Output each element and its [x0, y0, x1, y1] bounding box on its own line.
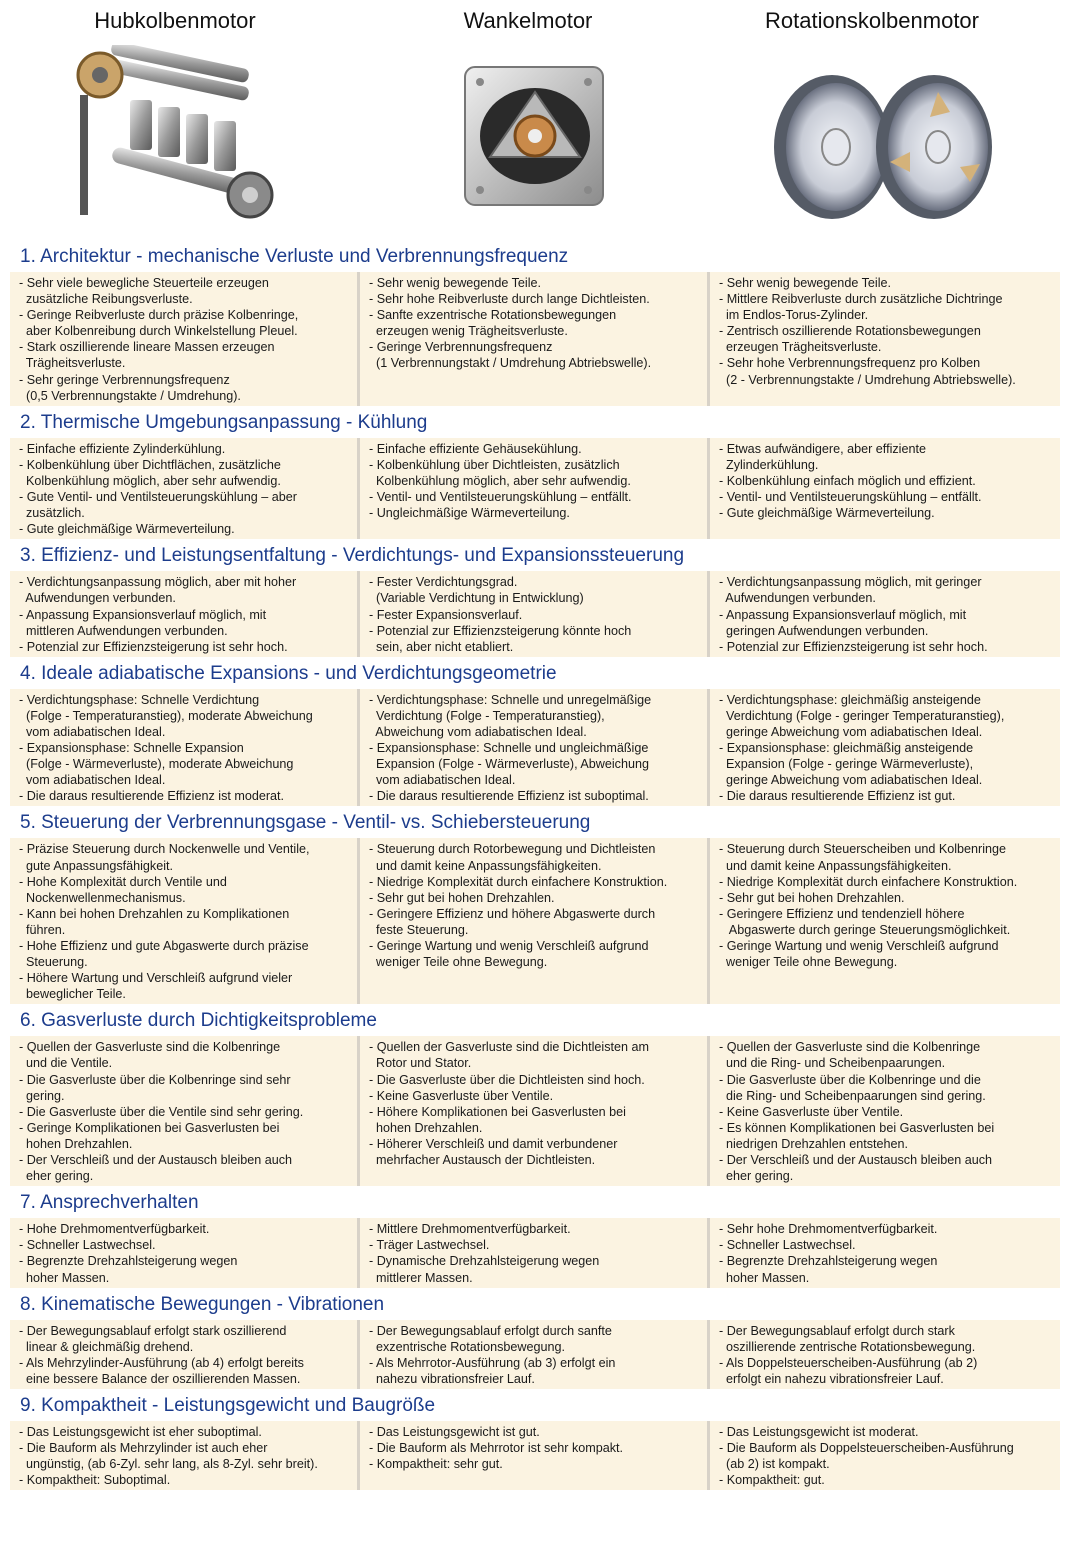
text-line: - Geringe Wartung und wenig Verschleiß aufgrund — [369, 939, 649, 953]
text-line: - Mittlere Drehmomentverfügbarkeit. — [369, 1222, 571, 1237]
text-line: - Expansionsphase: Schnelle Expansion — [19, 741, 244, 756]
text-line: erzeugen wenig Trägheitsverluste. — [369, 324, 568, 339]
text-line: Nockenwellenmechanismus. — [19, 890, 186, 905]
hubkolbenmotor-cell — [10, 1421, 360, 1490]
text-line: - Keine Gasverluste über Ventile. — [719, 1104, 904, 1119]
text-line: - Gute gleichmäßige Wärmeverteilung. — [719, 506, 935, 521]
wankelmotor-cell — [360, 438, 710, 540]
text-line: - Potenzial zur Effizienzsteigerung könnte hoch — [369, 623, 632, 638]
text-line: - Begrenzte Drehzahlsteigerung wegen — [19, 1254, 238, 1269]
text-line: im Endlos-Torus-Zylinder. — [719, 308, 869, 323]
text-line: - Die Bauform als Doppelsteuerscheiben-Ausführung — [719, 1441, 1014, 1456]
text-line: weniger Teile ohne Bewegung. — [369, 955, 548, 970]
text-line: - Der Bewegungsablauf erfolgt durch stark — [719, 1323, 955, 1338]
text-line: Kolbenkühlung möglich, aber sehr aufwendig. — [369, 473, 631, 488]
text-line: - Verdichtungsanpassung möglich, aber mit hoher — [19, 575, 297, 590]
wankel-engine-image — [460, 62, 610, 212]
text-line: weniger Teile ohne Bewegung. — [719, 955, 898, 970]
text-line: - Der Bewegungsablauf erfolgt durch sanfte — [369, 1323, 612, 1338]
rotationskolbenmotor-cell — [710, 838, 1060, 1004]
rotationskolbenmotor-cell — [710, 438, 1060, 540]
text-line: - Hohe Drehmomentverfügbarkeit. — [19, 1222, 210, 1237]
text-line: eine bessere Balance der oszillierenden Massen. — [19, 1371, 301, 1386]
text-line: - Das Leistungsgewicht ist gut. — [369, 1424, 540, 1439]
text-line: - Die daraus resultierende Effizienz ist gut. — [719, 789, 956, 804]
text-line: - Einfache effiziente Gehäusekühlung. — [369, 441, 582, 456]
text-line: Verdichtung (Folge - Temperaturanstieg), — [369, 708, 605, 723]
text-line: Aufwendungen verbunden. — [19, 591, 176, 606]
wankelmotor-cell — [360, 1320, 710, 1389]
text-line: (Folge - Temperaturanstieg), moderate Abweichung — [19, 708, 313, 723]
section-row — [10, 838, 1060, 1004]
text-line: geringe Abweichung vom adiabatischen Ideal. — [719, 724, 983, 739]
wankelmotor-cell — [360, 571, 710, 656]
text-line: - Die daraus resultierende Effizienz ist moderat. — [19, 789, 285, 804]
text-line: - Sanfte exzentrische Rotationsbewegungen — [369, 308, 617, 323]
text-line: und damit keine Anpassungsfähigkeiten. — [719, 858, 952, 873]
wankelmotor-cell — [360, 838, 710, 1004]
text-line: - Sehr wenig bewegende Teile. — [369, 276, 541, 290]
text-line: mittlerer Massen. — [369, 1270, 473, 1285]
text-line: - Der Bewegungsablauf erfolgt stark oszillierend — [19, 1323, 287, 1338]
section-title: 9. Kompaktheit - Leistungsgewicht und Baugröße — [20, 1394, 436, 1416]
wankelmotor-cell — [360, 272, 710, 406]
text-line: erzeugen Trägheitsverluste. — [719, 340, 882, 355]
text-line: - Quellen der Gasverluste sind die Dichtleisten am — [369, 1040, 649, 1055]
text-line: hoher Massen. — [19, 1270, 110, 1285]
header-wankelmotor: Wankelmotor — [463, 8, 593, 33]
text-line: - Der Verschleiß und der Austausch bleiben auch — [19, 1153, 293, 1168]
text-line: gering. — [19, 1088, 65, 1103]
text-line: - Dynamische Drehzahlsteigerung wegen — [369, 1254, 600, 1269]
hubkolbenmotor-cell — [10, 1036, 360, 1186]
text-line: - Höhere Wartung und Verschleiß aufgrund vieler — [19, 971, 293, 986]
rotationskolbenmotor-cell — [710, 1218, 1060, 1287]
text-line: - Niedrige Komplexität durch einfachere Konstruktion. — [369, 874, 668, 889]
text-line: - Geringe Verbrennungsfrequenz — [369, 340, 553, 355]
text-line: nahezu vibrationsfreier Lauf. — [369, 1371, 535, 1386]
text-line: - Ventil- und Ventilsteuerungskühlung – entfällt. — [719, 490, 982, 505]
text-line: - Sehr gut bei hohen Drehzahlen. — [369, 890, 555, 905]
text-line: - Keine Gasverluste über Ventile. — [369, 1088, 554, 1103]
text-line: - Verdichtungsphase: Schnelle Verdichtung — [19, 692, 260, 707]
text-line: und damit keine Anpassungsfähigkeiten. — [369, 858, 602, 873]
text-line: - Niedrige Komplexität durch einfachere Konstruktion. — [719, 874, 1018, 889]
text-line: - Steuerung durch Rotorbewegung und Dichtleisten — [369, 842, 656, 857]
rotary-piston-engine-image — [770, 72, 1000, 222]
section-title: 1. Architektur - mechanische Verluste und Verbrennungsfrequenz — [20, 246, 569, 267]
text-line: - Träger Lastwechsel. — [369, 1238, 490, 1253]
hubkolbenmotor-cell — [10, 272, 360, 406]
text-line: - Expansionsphase: Schnelle und ungleichmäßige — [369, 741, 649, 756]
wankelmotor-cell — [360, 1421, 710, 1490]
comparison-sections — [10, 240, 1060, 1490]
section-row — [10, 1036, 1060, 1186]
section-row — [10, 1421, 1060, 1490]
text-line: - Kompaktheit: sehr gut. — [369, 1457, 503, 1472]
text-line: - Sehr viele bewegliche Steuerteile erzeugen — [19, 276, 269, 290]
text-line: - Höhere Komplikationen bei Gasverlusten bei — [369, 1104, 626, 1119]
text-line: - Sehr wenig bewegende Teile. — [719, 276, 891, 290]
hubkolbenmotor-cell — [10, 838, 360, 1004]
text-line: linear & gleichmäßig drehend. — [19, 1339, 194, 1354]
hubkolbenmotor-cell — [10, 1218, 360, 1287]
text-line: - Kolbenkühlung einfach möglich und effizient. — [719, 473, 976, 488]
text-line: und die Ring- und Scheibenpaarungen. — [719, 1056, 946, 1071]
text-line: aber Kolbenreibung durch Winkelstellung Pleuel. — [19, 324, 298, 339]
text-line: - Einfache effiziente Zylinderkühlung. — [19, 441, 226, 456]
text-line: - Kompaktheit: Suboptimal. — [19, 1473, 171, 1488]
text-line: hoher Massen. — [719, 1270, 810, 1285]
text-line: - Schneller Lastwechsel. — [19, 1238, 156, 1253]
text-line: zusätzlich. — [19, 506, 85, 521]
text-line: geringen Aufwendungen verbunden. — [719, 623, 929, 638]
text-line: - Die Gasverluste über die Kolbenringe sind sehr — [19, 1072, 291, 1087]
text-line: erfolgt ein nahezu vibrationsfreier Lauf. — [719, 1371, 944, 1386]
text-line: - Geringe Reibverluste durch präzise Kolbenringe, — [19, 308, 299, 323]
section-title: 7. Ansprechverhalten — [20, 1192, 199, 1214]
text-line: - Hohe Komplexität durch Ventile und — [19, 874, 227, 889]
text-line: Steuerung. — [19, 955, 88, 970]
text-line: hohen Drehzahlen. — [369, 1120, 483, 1135]
text-line: vom adiabatischen Ideal. — [369, 773, 516, 788]
section-row — [10, 438, 1060, 540]
section-title: 6. Gasverluste durch Dichtigkeitsprobleme — [20, 1010, 377, 1032]
text-line: - Fester Verdichtungsgrad. — [369, 575, 518, 590]
text-line: - Anpassung Expansionsverlauf möglich, mit — [19, 607, 267, 622]
section-row — [10, 1218, 1060, 1287]
text-line: - Höherer Verschleiß und damit verbundener — [369, 1136, 618, 1151]
wankelmotor-cell — [360, 1036, 710, 1186]
text-line: - Es können Komplikationen bei Gasverlusten bei — [719, 1120, 995, 1135]
text-line: Aufwendungen verbunden. — [719, 591, 876, 606]
text-line: (0,5 Verbrennungstakte / Umdrehung). — [19, 388, 241, 403]
text-line: vom adiabatischen Ideal. — [19, 724, 166, 739]
text-line: - Quellen der Gasverluste sind die Kolbenringe — [719, 1040, 981, 1055]
text-line: - Die Gasverluste über die Ventile sind sehr gering. — [19, 1104, 304, 1119]
text-line: (Variable Verdichtung in Entwicklung) — [369, 591, 584, 606]
rotationskolbenmotor-cell — [710, 272, 1060, 406]
text-line: und die Ventile. — [19, 1056, 113, 1071]
text-line: - Sehr geringe Verbrennungsfrequenz — [19, 372, 230, 387]
text-line: - Anpassung Expansionsverlauf möglich, mit — [719, 607, 967, 622]
text-line: Abweichung vom adiabatischen Ideal. — [369, 724, 587, 739]
text-line: - Präzise Steuerung durch Nockenwelle und Ventile, — [19, 842, 310, 857]
section-title: 5. Steuerung der Verbrennungsgase - Ventil- vs. Schiebersteuerung — [20, 812, 591, 834]
text-line: Kolbenkühlung möglich, aber sehr aufwendig. — [19, 473, 281, 488]
text-line: - Der Verschleiß und der Austausch bleiben auch — [719, 1153, 993, 1168]
text-line: - Geringe Wartung und wenig Verschleiß aufgrund — [719, 939, 999, 953]
piston-engine-image — [70, 45, 280, 235]
hubkolbenmotor-cell — [10, 1320, 360, 1389]
text-line: Verdichtung (Folge - geringer Temperaturanstieg), — [719, 708, 1005, 723]
header-hubkolbenmotor: Hubkolbenmotor — [94, 8, 256, 33]
text-line: - Ungleichmäßige Wärmeverteilung. — [369, 506, 570, 521]
text-line: - Potenzial zur Effizienzsteigerung ist sehr hoch. — [719, 639, 988, 654]
text-line: - Sehr hohe Drehmomentverfügbarkeit. — [719, 1222, 938, 1237]
hubkolbenmotor-cell — [10, 571, 360, 656]
text-line: - Als Doppelsteuerscheiben-Ausführung (ab 2) — [719, 1355, 978, 1370]
header-rotationskolbenmotor: Rotationskolbenmotor — [764, 8, 979, 33]
text-line: vom adiabatischen Ideal. — [19, 773, 166, 788]
text-line: Abgaswerte durch geringe Steuerungsmöglichkeit. — [719, 922, 1011, 937]
section-row — [10, 272, 1060, 406]
text-line: - Das Leistungsgewicht ist eher suboptimal. — [19, 1424, 262, 1439]
text-line: eher gering. — [719, 1169, 794, 1184]
text-line: Expansion (Folge - Wärmeverluste), Abweichung — [369, 757, 649, 772]
text-line: die Ring- und Scheibenpaarungen sind gering. — [719, 1088, 986, 1103]
text-line: - Sehr hohe Verbrennungsfrequenz pro Kolben — [719, 356, 981, 371]
rotationskolbenmotor-cell — [710, 689, 1060, 807]
text-line: - Geringe Komplikationen bei Gasverlusten bei — [19, 1120, 280, 1135]
text-line: - Das Leistungsgewicht ist moderat. — [719, 1424, 919, 1439]
text-line: zusätzliche Reibungsverluste. — [19, 292, 193, 307]
text-line: - Geringere Effizienz und tendenziell höhere — [719, 906, 965, 921]
text-line: - Verdichtungsphase: Schnelle und unregelmäßige — [369, 692, 652, 707]
text-line: eher gering. — [19, 1169, 94, 1184]
text-line: Trägheitsverluste. — [19, 356, 126, 371]
text-line: - Etwas aufwändigere, aber effiziente — [719, 441, 926, 456]
section-title: 3. Effizienz- und Leistungsentfaltung - Verdichtungs- und Expansionssteuerung — [20, 545, 685, 567]
text-line: exzentrische Rotationsbewegung. — [369, 1339, 566, 1354]
text-line: - Die Gasverluste über die Kolbenringe und die — [719, 1072, 981, 1087]
text-line: - Hohe Effizienz und gute Abgaswerte durch präzise — [19, 939, 309, 953]
text-line: mehrfacher Austausch der Dichtleisten. — [369, 1153, 596, 1168]
text-line: - Kolbenkühlung über Dichtflächen, zusätzliche — [19, 457, 281, 472]
rotationskolbenmotor-cell — [710, 1320, 1060, 1389]
text-line: - Quellen der Gasverluste sind die Kolbenringe — [19, 1040, 281, 1055]
text-line: - Sehr hohe Reibverluste durch lange Dichtleisten. — [369, 292, 650, 307]
text-line: - Gute gleichmäßige Wärmeverteilung. — [19, 522, 235, 537]
section-row — [10, 571, 1060, 656]
hubkolbenmotor-cell — [10, 689, 360, 807]
text-line: - Kompaktheit: gut. — [719, 1473, 825, 1488]
text-line: ungünstig, (ab 6-Zyl. sehr lang, als 8-Zyl. sehr breit). — [19, 1457, 318, 1472]
text-line: führen. — [19, 922, 66, 937]
text-line: beweglicher Teile. — [19, 987, 126, 1002]
text-line: gute Anpassungsfähigkeit. — [19, 858, 174, 873]
text-line: Zylinderkühlung. — [719, 457, 819, 472]
text-line: - Expansionsphase: gleichmäßig ansteigende — [719, 741, 974, 756]
text-line: sein, aber nicht etabliert. — [369, 639, 514, 654]
section-row — [10, 1320, 1060, 1389]
text-line: (ab 2) ist kompakt. — [719, 1457, 830, 1472]
text-line: - Begrenzte Drehzahlsteigerung wegen — [719, 1254, 938, 1269]
text-line: - Die Bauform als Mehrzylinder ist auch eher — [19, 1441, 268, 1456]
text-line: - Gute Ventil- und Ventilsteuerungskühlung – aber — [19, 490, 297, 505]
text-line: - Ventil- und Ventilsteuerungskühlung – entfällt. — [369, 490, 632, 505]
text-line: Expansion (Folge - geringe Wärmeverluste), — [719, 757, 974, 772]
wankelmotor-cell — [360, 1218, 710, 1287]
text-line: mittleren Aufwendungen verbunden. — [19, 623, 228, 638]
text-line: feste Steuerung. — [369, 922, 469, 937]
wankelmotor-cell — [360, 689, 710, 807]
text-line: - Als Mehrzylinder-Ausführung (ab 4) erfolgt bereits — [19, 1355, 304, 1370]
text-line: - Sehr gut bei hohen Drehzahlen. — [719, 890, 905, 905]
section-title: 8. Kinematische Bewegungen - Vibrationen — [20, 1293, 385, 1315]
text-line: (2 - Verbrennungstakte / Umdrehung Abtriebswelle). — [719, 372, 1016, 387]
text-line: - Die daraus resultierende Effizienz ist suboptimal. — [369, 789, 649, 804]
text-line: - Verdichtungsphase: gleichmäßig ansteigende — [719, 692, 981, 707]
text-line: (Folge - Wärmeverluste), moderate Abweichung — [19, 757, 294, 772]
text-line: Rotor und Stator. — [369, 1056, 472, 1071]
text-line: - Schneller Lastwechsel. — [719, 1238, 856, 1253]
text-line: - Zentrisch oszillierende Rotationsbewegungen — [719, 324, 981, 339]
text-line: (1 Verbrennungstakt / Umdrehung Abtriebswelle). — [369, 356, 652, 371]
text-line: - Steuerung durch Steuerscheiben und Kolbenringe — [719, 842, 1007, 857]
rotationskolbenmotor-cell — [710, 1036, 1060, 1186]
text-line: - Die Bauform als Mehrrotor ist sehr kompakt. — [369, 1441, 624, 1456]
rotationskolbenmotor-cell — [710, 1421, 1060, 1490]
section-title: 2. Thermische Umgebungsanpassung - Kühlung — [20, 411, 428, 433]
text-line: oszillierende zentrische Rotationsbewegung. — [719, 1339, 976, 1354]
text-line: - Verdichtungsanpassung möglich, mit geringer — [719, 575, 982, 590]
text-line: - Fester Expansionsverlauf. — [369, 607, 523, 622]
text-line: hohen Drehzahlen. — [19, 1136, 133, 1151]
text-line: - Die Gasverluste über die Dichtleisten sind hoch. — [369, 1072, 645, 1087]
text-line: niedrigen Drehzahlen entstehen. — [719, 1136, 909, 1151]
text-line: - Als Mehrrotor-Ausführung (ab 3) erfolgt ein — [369, 1355, 616, 1370]
section-row — [10, 689, 1060, 807]
text-line: - Kann bei hohen Drehzahlen zu Komplikationen — [19, 906, 290, 921]
section-title: 4. Ideale adiabatische Expansions - und Verdichtungsgeometrie — [20, 662, 557, 684]
rotationskolbenmotor-cell — [710, 571, 1060, 656]
text-line: - Stark oszillierende lineare Massen erzeugen — [19, 340, 275, 355]
hubkolbenmotor-cell — [10, 438, 360, 540]
text-line: geringe Abweichung vom adiabatischen Ideal. — [719, 773, 983, 788]
text-line: - Mittlere Reibverluste durch zusätzliche Dichtringe — [719, 292, 1003, 307]
text-line: - Kolbenkühlung über Dichtleisten, zusätzlich — [369, 457, 620, 472]
header — [0, 0, 1070, 240]
text-line: - Geringere Effizienz und höhere Abgaswerte durch — [369, 906, 656, 921]
text-line: - Potenzial zur Effizienzsteigerung ist sehr hoch. — [19, 639, 288, 654]
